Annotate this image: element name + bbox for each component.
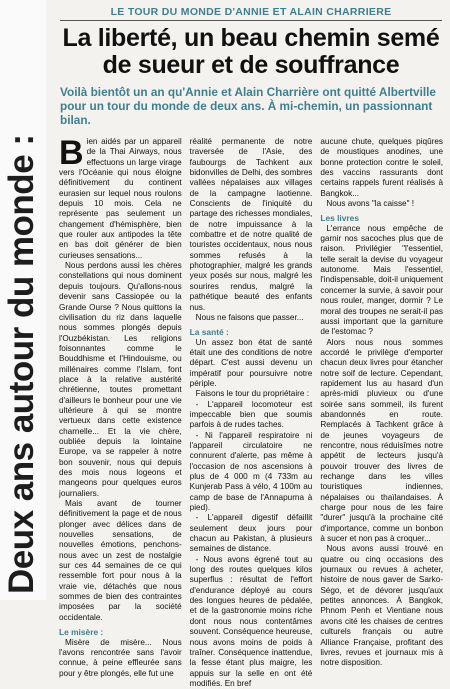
article — [56, 2, 446, 688]
article-columns — [56, 134, 446, 688]
article-lede: Voilà bientôt un an qu'Annie et Alain Charrière ont quitté Albertville pour un tour du monde de deux ans. À mi-chemin, un passionnant bilan. — [60, 85, 436, 127]
side-banner — [0, 0, 46, 600]
paragraph: - L'appareil digestif défaillit seulement deux jours pour chacun au Pakistan, à plusieurs semaines de distance. — [189, 513, 313, 554]
subheading: Le misère : — [59, 627, 104, 638]
column-3 — [320, 137, 444, 668]
column-2 — [189, 137, 313, 688]
paragraph: réalité permanente de notre traversée de l'Asie, des faubourgs de Tachkent aux bidonvilles de Delhi, des sombres vallées népalaises aux villages de la campagne laotienne. Conscients de l'iniquité du partage des richesses mondiales, de notre impuissance à la combattre et de notre qualité de touristes occidentaux, nous nous sommes refusés à la photographier, malgré les grands yeux posés sur nous, malgré les sourires rendus, malgré la pathétique beauté des enfants nus. — [189, 137, 313, 312]
article-headline: La liberté, un beau chemin semé de sueur et de souffrance — [62, 24, 440, 79]
paragraph: Bien aidés par un appareil de la Thai Airways, nous effectuons un large virage vers l'Océanie qui nous éloigne définitivement du continent eurasien sur lequel nous roulons depuis 10 mois. Cela ne représente pas seulement un changement d'hémisphère, bien que rouler aux antipodes la tête en bas doit générer de bien curieuses sensations... — [59, 134, 182, 260]
paragraph: aucune chute, quelques piqûres de moustiques anodines, une bonne protection contre le soleil, des vaccins rassurants dont certains rappels furent réalisés à Bangkok... — [320, 137, 444, 198]
paragraph: - L'appareil locomoteur est impeccable bien que soumis parfois à de rudes taches. — [189, 399, 313, 430]
paragraph: Un assez bon état de santé était une des conditions de notre départ. C'est aussi devenu un impératif pour poursuivre notre périple. — [189, 337, 313, 388]
drop-cap: B — [59, 134, 84, 172]
paragraph: Faisons le tour du propriétaire : — [195, 389, 309, 399]
paragraph: Nous avons "la caisse" ! — [326, 199, 415, 209]
paragraph: Alors nous nous sommes accordé le privilège d'emporter chacun deux livres pour étancher notre soif de lecture. Cependant, rapidement lus au hasard d'un après-midi pluvieux ou d'une soirée sans sommeil, ils furent abandonnés en route. Remplacés à Tachkent grâce à de jeunes voyageurs de rencontre, nous réduisîmes notre appétit de lecteurs jusqu'à pouvoir trouver des livres de rechange dans les villes touristiques indiennes, népalaises ou thaïlandaises. À charge pour nous de les faire "durer" jusqu'à la prochaine cité d'importance, comme un bonbon à sucer et non pas à croquer... — [320, 337, 444, 544]
side-banner-text: Deux ans autour du monde : — [2, 134, 41, 594]
article-kicker: LE TOUR DU MONDE D'ANNIE ET ALAIN CHARRIERE — [60, 6, 442, 21]
paragraph: Misère de misère... Nous l'avons rencontrée sans l'avoir connue, à peine effleurée sans pour y être plongés, elle fut une — [59, 637, 182, 678]
paragraph: Nous avons aussi trouvé en quatre ou cinq occasions des journaux ou revues à acheter, histoire de nous gaver de Sarko-Ségo, et de dévorer jusqu'aux petites annonces. À Bangkok, Phnom Penh et Vientiane nous avons cité les chaises de centres culturels français ou autre Alliance Française, profitant des livres, revues et journaux mis à notre disposition. — [320, 544, 444, 668]
subheading: Les livres — [320, 213, 359, 224]
subheading: La santé : — [189, 327, 229, 338]
paragraph: Mais avant de tourner définitivement la page et de nous plonger avec délices dans de nouvelles sensations, de nouvelles émotions, penchons-nous avec un zest de nostalgie sur ces 44 semaines de ce qui ressemble fort pour nous à la vraie vie, détachés que nous sommes de bien des contraintes imposées par la société occidentale. — [59, 499, 182, 622]
paragraph: Nous perdons aussi les chères constellations qui nous dominent depuis toujours. Qu'allons-nous devenir sans Cassiopée ou la Grande Ourse ? Nous quittons la civilisation du riz dans laquelle nous sommes plongés depuis l'Ouzbékistan. Les religions foisonnantes comme le Bouddhisme et l'Hindouisme, ou millénaires comme l'Islam, font place à la relative austérité chrétienne, toutes promettant d'ailleurs le bonheur pour une vie ultérieure à qui se montre vertueux dans cette existence charnelle... Et la vie chère, oubliée depuis la lointaine Europe, va se rappeler à notre bon souvenir, nous qui depuis des mois nous logeons et mangeons pour quelques euros journaliers. — [59, 261, 182, 498]
paragraph: - Ni l'appareil respiratoire ni l'appareil circulatoire ne connurent d'alerte, pas même à l'occasion de nos ascensions à plus de 4 000 m (4 733m au Kunjerab Pass à vélo, 4 100m au camp de base de l'Annapurna à pied). — [189, 430, 313, 513]
column-1 — [59, 134, 182, 678]
paragraph: Nous ne faisons que passer... — [195, 312, 304, 322]
paragraph: - Nous avons égrené tout au long des routes quelques kilos superflus : résultat de l'effort d'endurance déployé au cours des longues heures de pédalée, et de la gastronomie moins riche dont nous nous contentâmes souvent. Conséquence heureuse, nous avons moins de poids à traîner. Conséquence inattendue, la fesse étant plus maigre, les appuis sur la selle en ont été modifiés. En bref — [189, 554, 313, 688]
paragraph: L'errance nous empêche de garnir nos sacoches plus que de raison. Privilégier "l'essentiel, telle serait la devise du voyageur autonome. Mais l'essentiel, l'indispensable, doit-il uniquement concerner la survie, à savoir pour nous rouler, manger, dormir ? Le moral des troupes ne serait-il pas aussi important que la garniture de l'estomac ? — [320, 223, 444, 337]
